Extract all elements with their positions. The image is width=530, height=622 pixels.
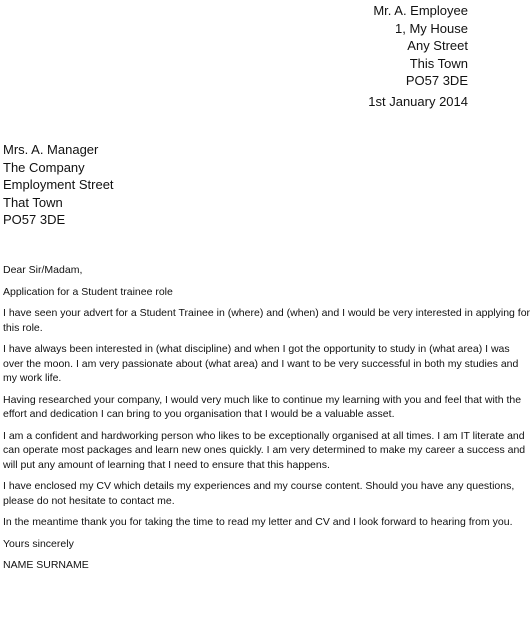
body-paragraph (3, 429, 526, 473)
body-paragraph (3, 515, 513, 530)
paragraph-line: will put any amount of learning that I need to ensure that this happens. (3, 458, 330, 471)
paragraph-line: please do not hesitate to contact me. (3, 494, 175, 507)
paragraph-line: this role. (3, 321, 43, 334)
body-paragraph (3, 393, 522, 422)
recipient-town: That Town (3, 194, 63, 210)
sender-address-line: Any Street (407, 38, 468, 53)
sender-postcode: PO57 3DE (405, 73, 468, 88)
subject-text: Application for a Student trainee role (3, 285, 173, 298)
letter-date (368, 93, 468, 111)
signature-text: NAME SURNAME (3, 559, 89, 571)
paragraph-line: I have always been interested in (what discipline) and when I got the opportunity to study in (what area) I was (3, 343, 510, 355)
recipient-company: The Company (3, 159, 85, 175)
recipient-postcode: PO57 3DE (3, 212, 66, 227)
paragraph-line: I am a confident and hardworking person who likes to be exceptionally organised at all times. I am IT literate and (3, 429, 525, 442)
date-text: 1st January 2014 (368, 94, 468, 109)
paragraph-line: Having researched your company, I would very much like to continue my learning with you and feel that with the (3, 393, 522, 406)
signature (3, 558, 471, 573)
paragraph-line: my work life. (3, 372, 62, 384)
body-paragraph (3, 479, 515, 508)
paragraph-line: effort and dedication I can bring to you organisation that I would be a valuable asset. (3, 408, 395, 420)
body-paragraph (3, 342, 519, 386)
paragraph-line: over the moon. I am very passionate about (what area) and I want to be very successful in both my studies and (3, 357, 519, 370)
salutation-text: Dear Sir/Madam, (3, 264, 83, 276)
paragraph-line: In the meantime thank you for taking the time to read my letter and CV and I look forward to hearing from you. (3, 516, 513, 528)
recipient-name: Mrs. A. Manager (3, 142, 99, 157)
recipient-address-block (3, 141, 114, 229)
sender-name: Mr. A. Employee (373, 3, 468, 18)
sender-address-block (373, 2, 468, 90)
recipient-street: Employment Street (3, 177, 114, 192)
closing-text: Yours sincerely (3, 537, 74, 550)
paragraph-line: I have seen your advert for a Student Trainee in (where) and (when) and I would be very interested in applying for (3, 307, 530, 319)
salutation (3, 263, 471, 278)
letter-body (3, 263, 530, 580)
body-paragraph (3, 306, 530, 335)
sender-address-line: 1, My House (395, 20, 468, 36)
sender-address-line: This Town (409, 55, 468, 71)
subject-line (3, 285, 471, 300)
paragraph-line: I have enclosed my CV which details my experiences and my course content. Should you have any questions, (3, 480, 515, 492)
closing (3, 537, 471, 552)
paragraph-line: can operate most packages and learn new ones quickly. I am very determined to make my career a success and (3, 444, 526, 456)
